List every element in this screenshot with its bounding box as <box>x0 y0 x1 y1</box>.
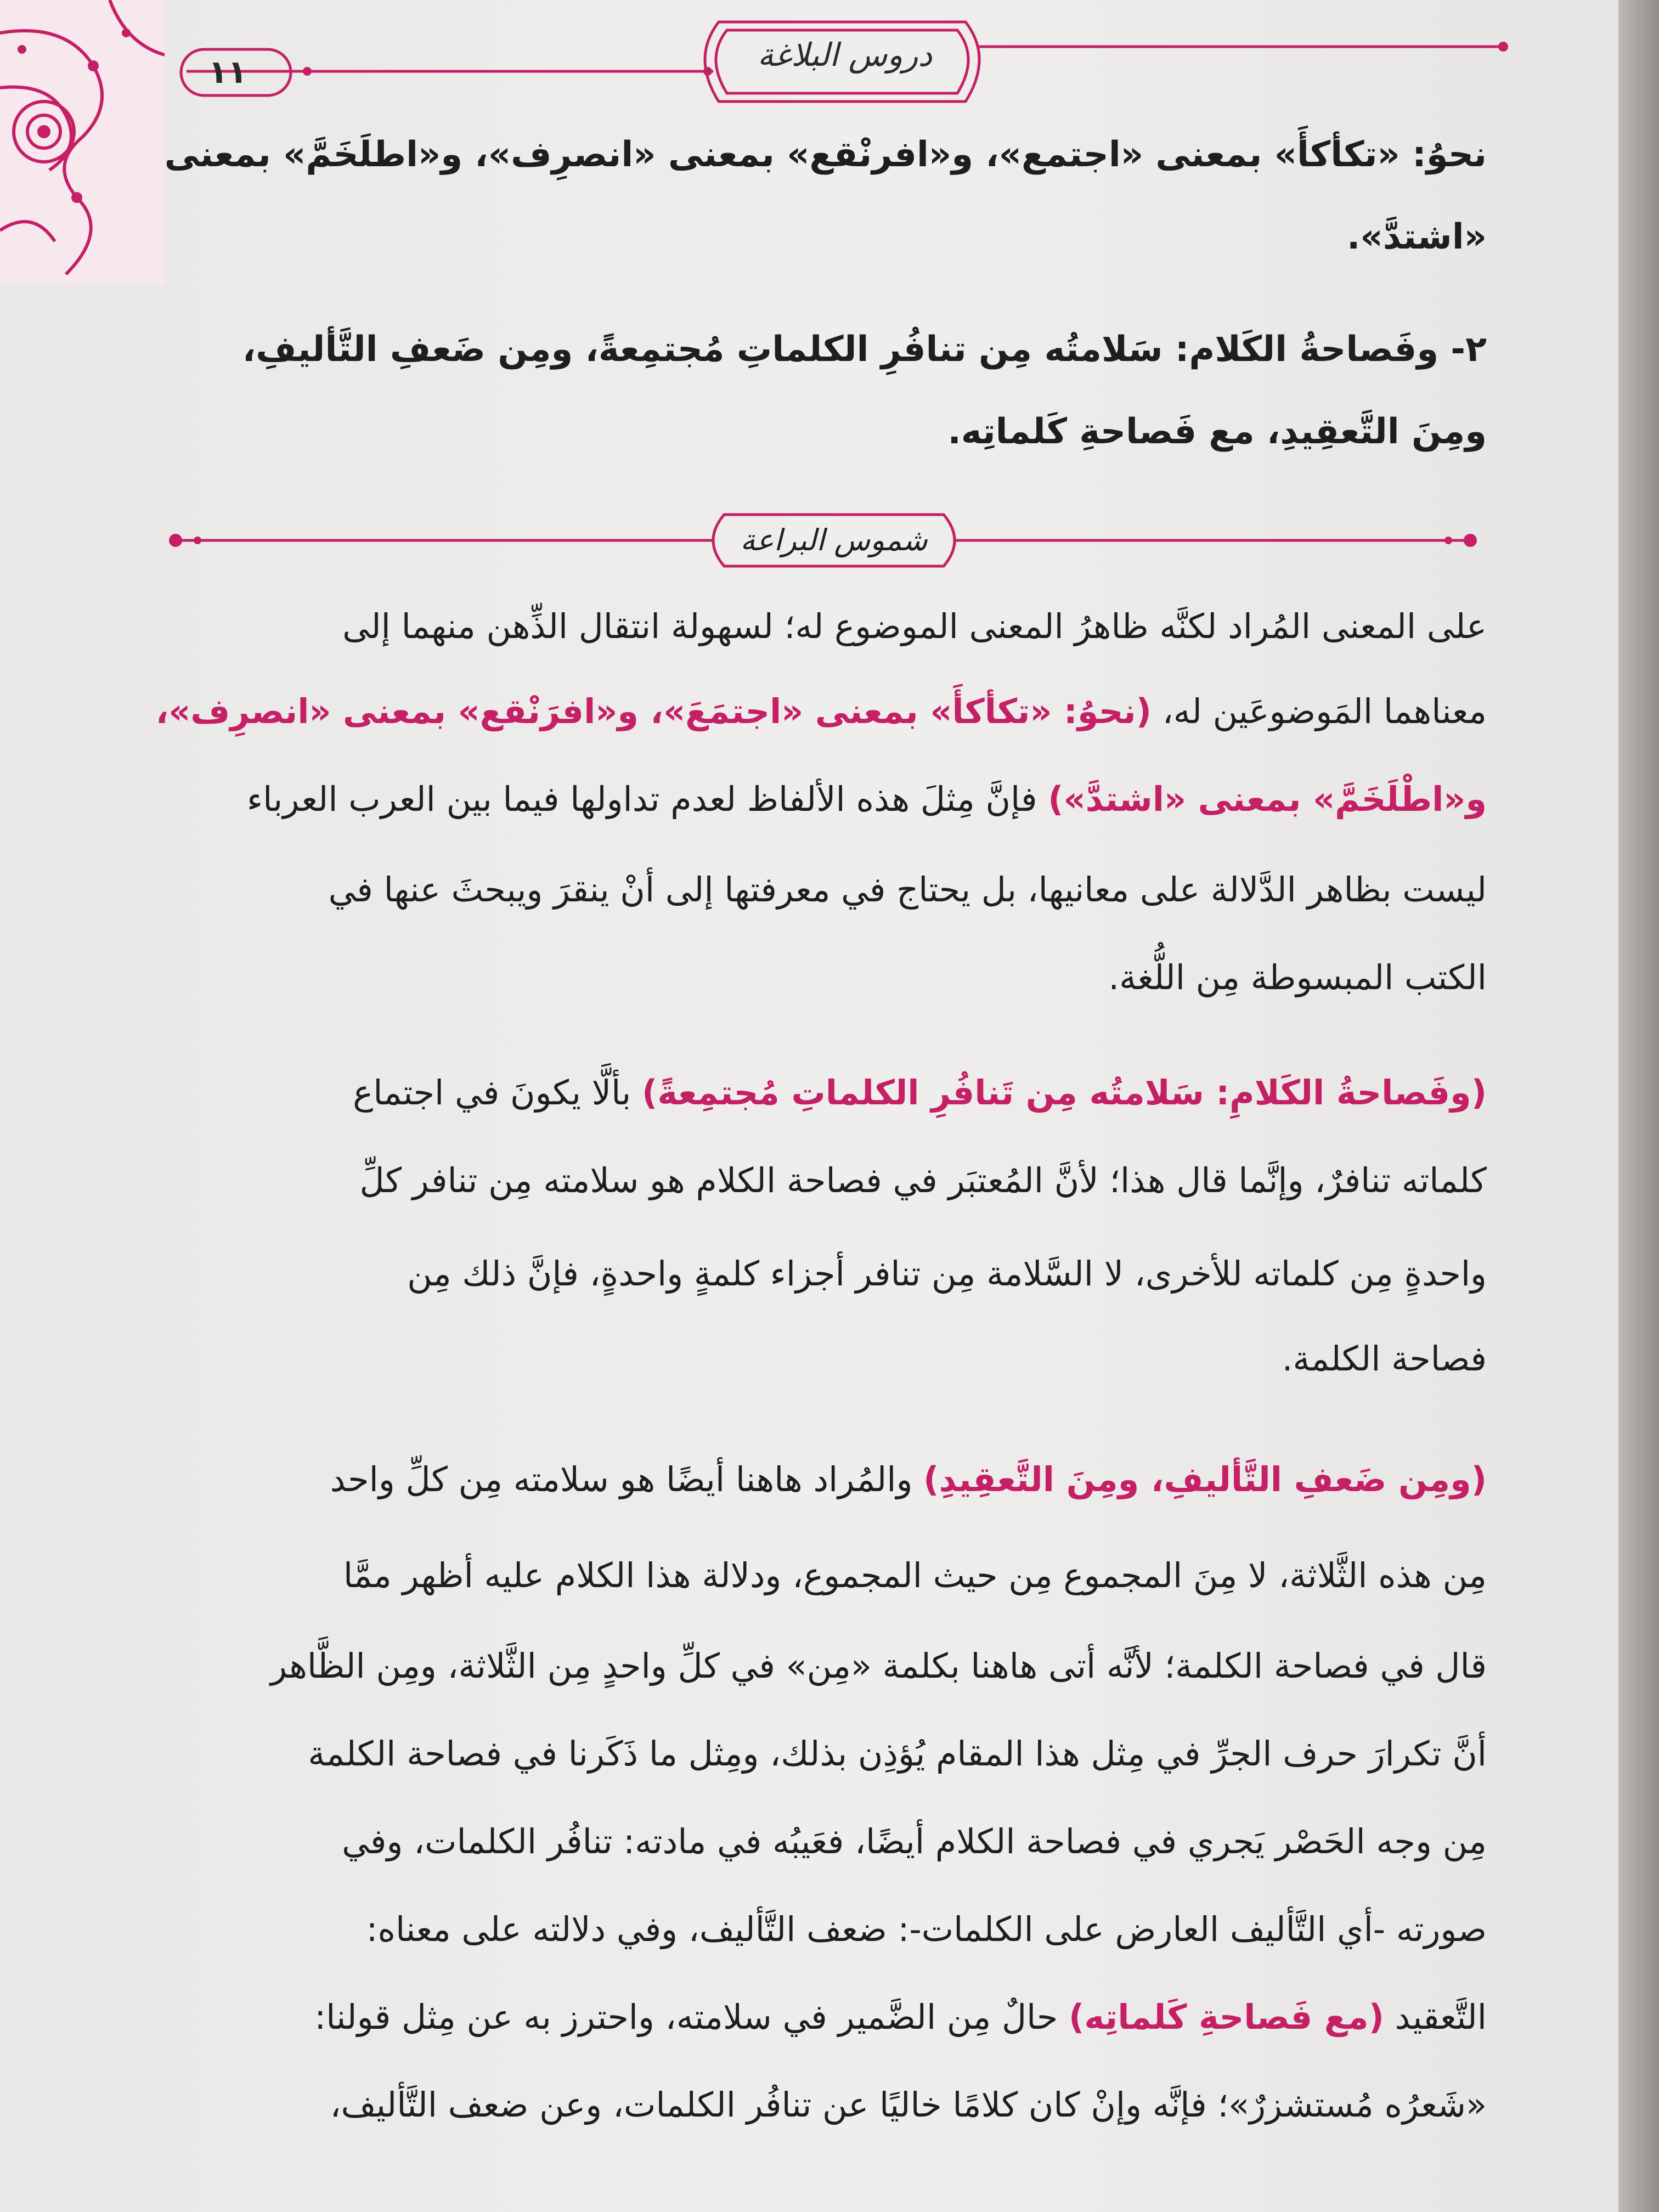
section-title: شموس البراعة <box>740 523 928 557</box>
definition-line-1: ٢- وفَصاحةُ الكَلام: سَلامتُه مِن تنافُرِ الكلماتِ مُجتمِعةً، ومِن ضَعفِ التَّأليفِ، <box>242 329 1487 370</box>
commentary-p1-line-4: ليست بظاهر الدَّلالة على معانيها، بل يحتاج في معرفتها إلى أنْ ينقرَ ويبحثَ عنها في <box>328 870 1487 910</box>
commentary-p3-line-6: صورته -أي التَّأليف العارض على الكلمات-: ضعف التَّأليف، وفي دلالته على معناه: <box>366 1909 1487 1949</box>
commentary-p1-line-3-plain: فإنَّ مِثلَ هذه الألفاظ لعدم تداولها فيما بين العرب العرباء <box>247 779 1037 819</box>
commentary-p2-line-1-highlight: (وفَصاحةُ الكَلامِ: سَلامتُه مِن تَنافُرِ الكلماتِ مُجتمِعةً) <box>641 1073 1487 1113</box>
commentary-p3-line-1-plain: والمُراد هاهنا أيضًا هو سلامته مِن كلِّ واحد <box>330 1459 913 1499</box>
commentary-p2-line-1-plain: بألَّا يكونَ في اجتماع <box>353 1073 631 1113</box>
commentary-p3-line-8: «شَعرُه مُستشزرٌ»؛ فإنَّه وإنْ كان كلامًا خاليًا عن تنافُر الكلمات، وعن ضعف التَّأليف، <box>330 2085 1487 2125</box>
commentary-p3-line-7 <box>314 1997 1487 2037</box>
example-line-2: «اشتدَّ». <box>1347 217 1487 257</box>
commentary-p3-line-7-plain-b: حالٌ مِن الضَّمير في سلامته، واحترز به عن مِثل قولنا: <box>314 1997 1058 2037</box>
page-number: ١١ <box>208 53 247 91</box>
commentary-p1-line-2 <box>156 691 1487 731</box>
running-title: دروس البلاغة <box>757 36 933 74</box>
commentary-p2-line-1 <box>353 1073 1487 1113</box>
commentary-p1-line-3 <box>247 779 1487 819</box>
commentary-p2-line-2: كلماته تنافرٌ، وإنَّما قال هذا؛ لأنَّ المُعتبَر في فصاحة الكلام هو سلامته مِن تنافر كلِّ <box>359 1160 1487 1200</box>
commentary-p1-line-2-plain: معناهما المَوضوعَين له، <box>1162 691 1487 731</box>
definition-line-2: ومِنَ التَّعقِيدِ، مع فَصاحةِ كَلماتِه. <box>947 411 1487 452</box>
commentary-p3-line-1-highlight: (ومِن ضَعفِ التَّأليفِ، ومِنَ التَّعقِيدِ) <box>923 1459 1487 1499</box>
commentary-p1-line-1: على المعنى المُراد لكنَّه ظاهرُ المعنى الموضوع له؛ لسهولة انتقال الذِّهن منهما إلى <box>342 606 1487 646</box>
commentary-p3-line-7-highlight: (مع فَصاحةِ كَلماتِه) <box>1068 1997 1384 2037</box>
commentary-p3-line-1 <box>330 1459 1487 1499</box>
commentary-p2-line-3: واحدةٍ مِن كلماته للأخرى، لا السَّلامة مِن تنافر أجزاء كلمةٍ واحدةٍ، فإنَّ ذلك مِن <box>407 1254 1487 1294</box>
commentary-p2-line-4: فصاحة الكلمة. <box>1282 1339 1487 1379</box>
example-line-1: نحوُ: «تكأكأَ» بمعنى «اجتمع»، و«افرنْقع» بمعنى «انصرِف»، و«اطلَخَمَّ» بمعنى <box>164 134 1487 175</box>
commentary-p1-line-5: الكتب المبسوطة مِن اللُّغة. <box>1108 957 1487 997</box>
book-spine-shadow <box>1618 0 1659 2212</box>
commentary-p3-line-5: مِن وجه الحَصْر يَجري في فصاحة الكلام أيضًا، فعَيبُه في مادته: تنافُر الكلمات، وفي <box>342 1821 1487 1861</box>
commentary-p3-line-3: قال في فصاحة الكلمة؛ لأنَّه أتى هاهنا بكلمة «مِن» في كلِّ واحدٍ مِن الثَّلاثة، ومِن الظَّاهر <box>270 1646 1487 1686</box>
commentary-p3-line-4: أنَّ تكرارَ حرف الجرِّ في مِثل هذا المقام يُؤذِن بذلك، ومِثل ما ذَكَرنا في فصاحة الكلمة <box>308 1734 1487 1774</box>
commentary-p3-line-2: مِن هذه الثَّلاثة، لا مِنَ المجموع مِن حيث المجموع، ودلالة هذا الكلام عليه أظهر ممَّا <box>343 1555 1487 1595</box>
commentary-p1-line-2-highlight: (نحوُ: «تكأكأَ» بمعنى «اجتمَعَ»، و«افرَنْقع» بمعنى «انصرِف»، <box>155 691 1152 731</box>
commentary-p3-line-7-plain-a: التَّعقيد <box>1395 1997 1487 2037</box>
commentary-p1-line-3-highlight: و«اطْلَخَمَّ» بمعنى «اشتدَّ») <box>1048 779 1487 819</box>
